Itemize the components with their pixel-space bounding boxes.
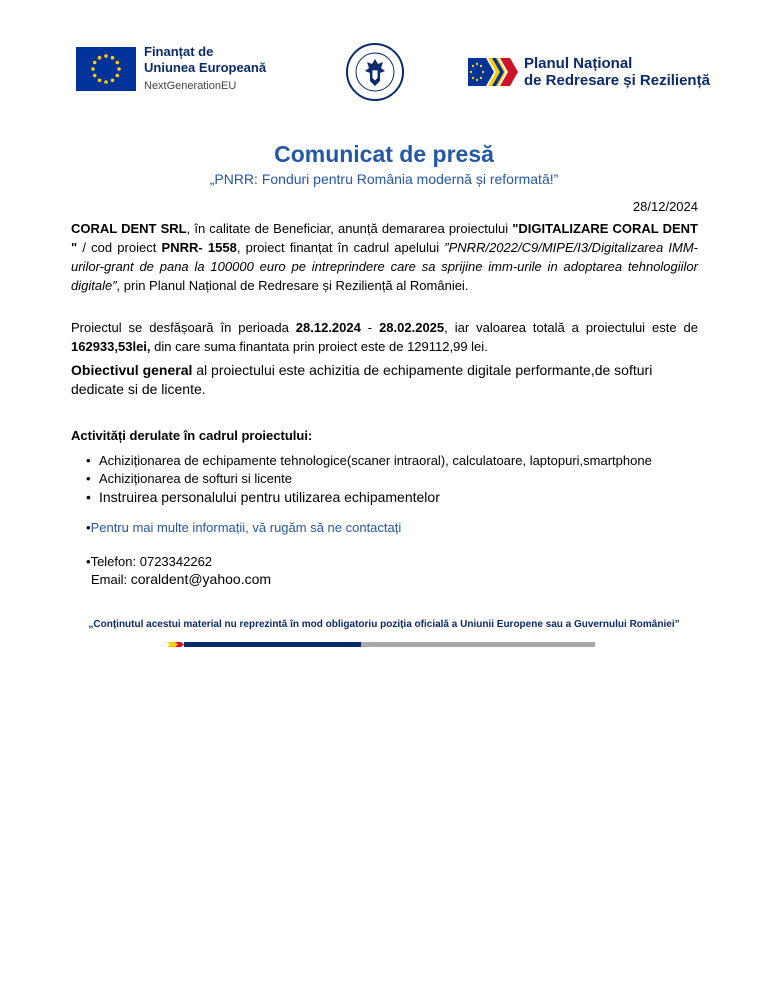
eu-funding-logo [76, 44, 266, 94]
pnrr-logo-line1: Planul Național [524, 55, 633, 72]
period-end: 28.02.2025 [379, 320, 445, 335]
intro-text-1: , în calitate de Beneficiar, anunță demararea proiectului [186, 221, 513, 236]
funding-call: ”PNRR/2022/C9/MIPE/I3/Digitalizarea IMM-urilor-grant de pana la 100000 euro pe intreprindere care sa sprijine imm-urile in adoptarea tehnologiilor digitale” [71, 240, 699, 293]
eu-flag-icon [76, 47, 136, 91]
intro-paragraph [71, 219, 698, 295]
period-text-1: Proiectul se desfășoară în perioada [71, 320, 296, 335]
pnrr-flag-icon [468, 58, 520, 86]
objective-label: Obiectivul general [71, 362, 193, 378]
project-code: PNRR- 1558 [161, 240, 237, 255]
activities-heading: Activități derulate în cadrul proiectului: [71, 428, 313, 443]
more-info-line [86, 520, 401, 535]
email-line [91, 571, 271, 587]
list-item: • Instruirea personalului pentru utilizarea echipamentelor [86, 488, 652, 506]
page-subtitle: „PNRR: Fonduri pentru România modernă și reformată!” [209, 171, 559, 187]
phone-label: Telefon: [90, 554, 137, 569]
footer-bar [167, 642, 595, 647]
press-release-date: 28/12/2024 [632, 199, 698, 214]
page-title: Comunicat de presă [274, 141, 494, 167]
period-paragraph [71, 318, 698, 356]
objective-paragraph [71, 361, 698, 399]
more-info-text: Pentru mai multe informații, vă rugăm să ne contactați [90, 520, 402, 535]
eu-logo-line1: Finanțat de [144, 44, 214, 59]
total-value: 162933,53lei, [71, 339, 151, 354]
period-separator: - [360, 320, 380, 335]
beneficiary-name: CORAL DENT SRL [71, 221, 187, 236]
government-seal-icon [345, 42, 405, 102]
government-seal-logo [345, 42, 405, 102]
intro-text-4: , prin Planul Național de Redresare și Reziliență al României. [116, 278, 469, 293]
list-item: • Achiziționarea de echipamente tehnologice(scaner intraoral), calculatoare, laptopuri,smartphone [86, 452, 652, 470]
email-label: Email: [91, 572, 128, 587]
pnrr-logo-line2: de Redresare și Reziliență [524, 72, 710, 89]
phone-line: •Telefon: 0723342262 [86, 554, 213, 569]
list-item: • Achiziționarea de softuri si licente [86, 470, 652, 488]
objective-text: al proiectului este achizitia de echipamente digitale performante,de softuri dedicate si de licente. [71, 362, 653, 397]
bullet-icon: • [86, 520, 91, 535]
email-address[interactable]: coraldent@yahoo.com [130, 571, 272, 587]
period-text-3: din care suma finantata prin proiect este de 129112,99 lei. [150, 339, 488, 354]
period-text-2: , iar valoarea totală a proiectului este de [444, 320, 698, 335]
pnrr-logo [468, 55, 710, 89]
disclaimer: „Conținutul acestui material nu reprezintă în mod obligatoriu poziția oficială a Uniunii Europene sau a Guvernului României” [88, 619, 680, 630]
period-start: 28.12.2024 [295, 320, 361, 335]
eu-logo-line3: NextGenerationEU [144, 80, 237, 92]
intro-text-3: , proiect finanțat în cadrul apelului [236, 240, 445, 255]
project-name: "DIGITALIZARE CORAL DENT " [71, 221, 698, 255]
eu-logo-line2: Uniunea Europeană [144, 60, 267, 75]
activities-list [86, 452, 652, 506]
phone-number[interactable]: 0723342262 [139, 554, 213, 569]
intro-text-2: / cod proiect [77, 240, 162, 255]
